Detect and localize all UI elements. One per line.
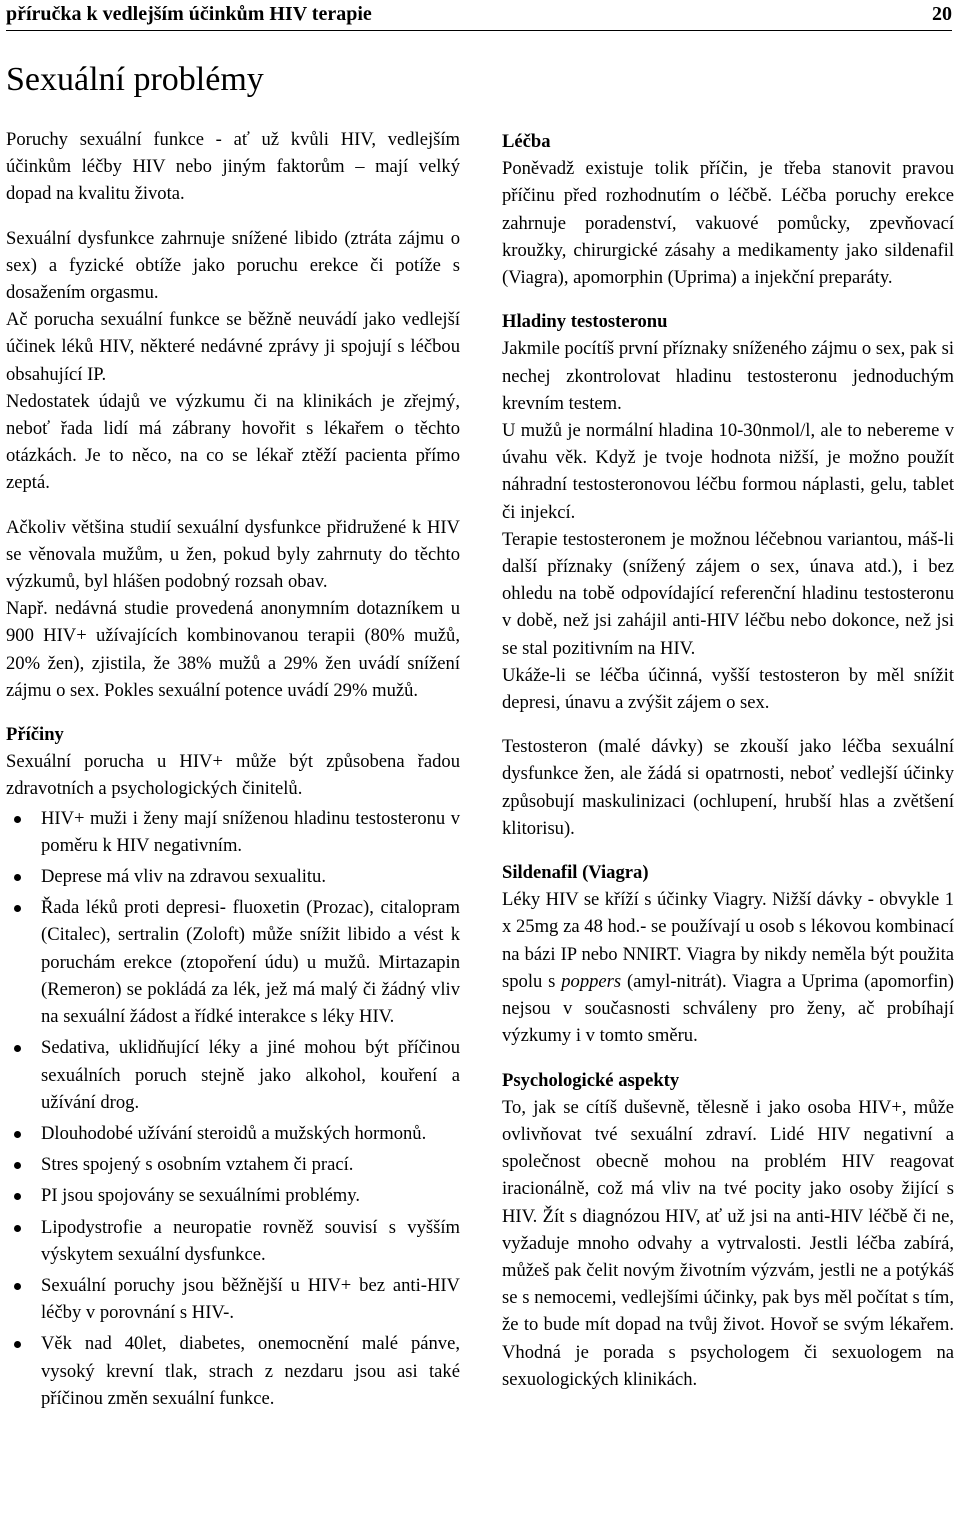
bullet-icon: [14, 1193, 21, 1200]
list-item: Deprese má vliv na zdravou sexualitu.: [6, 863, 460, 890]
bullet-icon: [14, 905, 21, 912]
data-lack-paragraph: Nedostatek údajů ve výzkumu či na klinikách je zřejmý, neboť řada lidí má zábrany hovořit s lékařem o těchto otázkách. Je to něco, na co se lékař ztěží pacienta přímo zeptá.: [6, 390, 460, 494]
list-item: Sedativa, uklidňující léky a jiné mohou být příčinou sexuálních poruch stejně jako alkohol, kouření a užívání drog.: [6, 1034, 460, 1116]
causes-list: [6, 805, 460, 1412]
poppers-term: poppers: [561, 970, 622, 992]
dysfunction-paragraph: Sexuální dysfunkce zahrnuje snížené libido (ztráta zájmu o sex) a fyzické obtíže jako poruchu erekce či potíže s dosažením orgasmu.: [6, 227, 460, 304]
bullet-icon: [14, 1283, 21, 1290]
sildenafil-heading: Sildenafil (Viagra): [502, 862, 649, 884]
bullet-icon: [14, 1225, 21, 1232]
list-item: PI jsou spojovány se sexuálními problémy.: [6, 1182, 460, 1209]
pi-paragraph: Ač porucha sexuální funkce se běžně neuvádí jako vedlejší účinek léků HIV, některé nedávné zprávy ji spojují s léčbou obsahující IP.: [6, 309, 460, 385]
testosterone-paragraph: Terapie testosteronem je možnou léčebnou variantou, máš-li další příznaky (snížený zájem o sex, únava atd.), i bez ohledu na tobě odpovídající referenční hladinu testosteronu v době, než jsi zahájil anti-HIV léčbu nebo dokonce, než jsi se stal pozitivním na HIV.: [502, 528, 954, 659]
treatment-heading: Léčba: [502, 131, 551, 152]
testosterone-heading: Hladiny testosteronu: [502, 311, 668, 333]
list-item: HIV+ muži i ženy mají sníženou hladinu testosteronu v poměru k HIV negativním.: [6, 805, 460, 859]
psychology-heading: Psychologické aspekty: [502, 1069, 680, 1091]
list-item: Věk nad 40let, diabetes, onemocnění malé pánve, vysoký krevní tlak, strach z nezdaru jsou asi také příčinou změn sexuální funkce.: [6, 1330, 460, 1412]
testosterone-paragraph: Jakmile pocítíš první příznaky sníženého zájmu o sex, pak si nechej zkontrolovat hladinu testosteronu jednoduchým krevním testem.: [502, 338, 954, 414]
causes-intro: Sexuální porucha u HIV+ může být způsobena řadou zdravotních a psychologických činitelů.: [6, 751, 460, 800]
women-testosterone-paragraph: Testosteron (malé dávky) se zkouší jako léčba sexuální dysfunkce žen, ale žádá si opatrnosti, neboť vedlejší účinky způsobují maskulinizaci (ochlupení, hrubší hlas a zvětšení klitorisu).: [502, 736, 954, 839]
list-item: Řada léků proti depresi- fluoxetin (Prozac), citalopram (Citalec), sertralin (Zoloft) může snížit libido a vést k poruchám erekce (ztopoření údu) u mužů. Mirtazapin (Remeron) se pokládá za lék, jež má malý či žádný vliv na sexuální žádost a řídké interakce s léky HIV.: [6, 894, 460, 1030]
page-number: 20: [932, 3, 952, 25]
women-studies-paragraph: Ačkoliv většina studií sexuální dysfunkce přidružené k HIV se věnovala mužům, u žen, pokud byly zahrnuty do těchto výzkumů, byl hlášen podobný rozsah obav.: [6, 516, 460, 593]
causes-heading: Příčiny: [6, 724, 64, 746]
left-column: [6, 126, 460, 1416]
bullet-icon: [14, 816, 21, 823]
list-item: Lipodystrofie a neuropatie rovněž souvisí s vyšším výskytem sexuální dysfunkce.: [6, 1214, 460, 1268]
treatment-paragraph: Poněvadž existuje tolik příčin, je třeba stanovit pravou příčinu před rozhodnutím o léčbě. Léčba poruchy erekce zahrnuje poradenství, vakuové pomůcky, zpevňovací kroužky, chirurgické zásahy a medikamenty jako sildenafil (Viagra), apomorphin (Uprima) a injekční preparáty.: [502, 158, 954, 289]
intro-paragraph: Poruchy sexuální funkce - ať už kvůli HIV, vedlejším účinkům léčby HIV nebo jiným faktorům – mají velký dopad na kvalitu života.: [6, 129, 460, 205]
page-title: Sexuální problémy: [6, 61, 264, 98]
list-item: Sexuální poruchy jsou běžnější u HIV+ bez anti-HIV léčby v porovnání s HIV-.: [6, 1272, 460, 1326]
list-item: Dlouhodobé užívání steroidů a mužských hormonů.: [6, 1120, 460, 1147]
bullet-icon: [14, 1131, 21, 1138]
testosterone-paragraph: Ukáže-li se léčba účinná, vyšší testosteron by měl snížit depresi, únavu a zvýšit zájem o sex.: [502, 664, 954, 714]
testosterone-paragraph: U mužů je normální hladina 10-30nmol/l, ale to nebereme v úvahu věk. Když je tvoje hodnota nižší, je možno použít náhradní testosteronovou léčbu formou náplasti, gelu, tablet či injekcí.: [502, 420, 954, 523]
running-header: [6, 0, 952, 31]
bullet-icon: [14, 1341, 21, 1348]
study-paragraph: Např. nedávná studie provedená anonymním dotazníkem u 900 HIV+ užívajících kombinovanou terapii (80% mužů, 20% žen), zjistila, že 38% mužů a 29% žen uvádí snížení zájmu o sex. Pokles sexuální potence uvádí 29% mužů.: [6, 598, 460, 701]
right-column: [502, 128, 954, 1393]
bullet-icon: [14, 1162, 21, 1169]
list-item: Stres spojený s osobním vztahem či prací.: [6, 1151, 460, 1178]
header-title: příručka k vedlejším účinkům HIV terapie: [6, 3, 372, 25]
bullet-icon: [14, 874, 21, 881]
sildenafil-paragraph: Léky HIV se kříží s účinky Viagry. Nižší dávky - obvykle 1 x 25mg za 48 hod.- se používají u osob s lékovou kombinací na bázi IP nebo NNIRT. Viagra by nikdy neměla být použita spolu s poppers (amyl-nitrát). Viagra a Uprima (apomorfin) nejsou v současnosti schváleny pro ženy, ač probíhají výzkumy i v tomto směru.: [502, 889, 954, 1047]
bullet-icon: [14, 1045, 21, 1052]
psychology-paragraph: To, jak se cítíš duševně, tělesně i jako osoba HIV+, může ovlivňovat tvé sexuální zdraví. Lidé HIV negativní a společnost obecně mohou na problém HIV reagovat iracionálně, což má vliv na tvé pocity jako osoby žijící s HIV. Žít s diagnózou HIV, ať už jsi na anti-HIV léčbě či ne, vyžaduje mnoho odvahy a vytrvalosti. Jestli léčba zabírá, můžeš pak čelit novým životním výzvám, jestli ne a potýkáš se s nemocemi, vedlejšími účinky, pak bys měl počítat s tím, že to bude mít dopad na tvůj život. Hovoř se svým lékařem. Vhodná je porada s psychologem či sexuologem na sexuologických klinikách.: [502, 1096, 954, 1390]
